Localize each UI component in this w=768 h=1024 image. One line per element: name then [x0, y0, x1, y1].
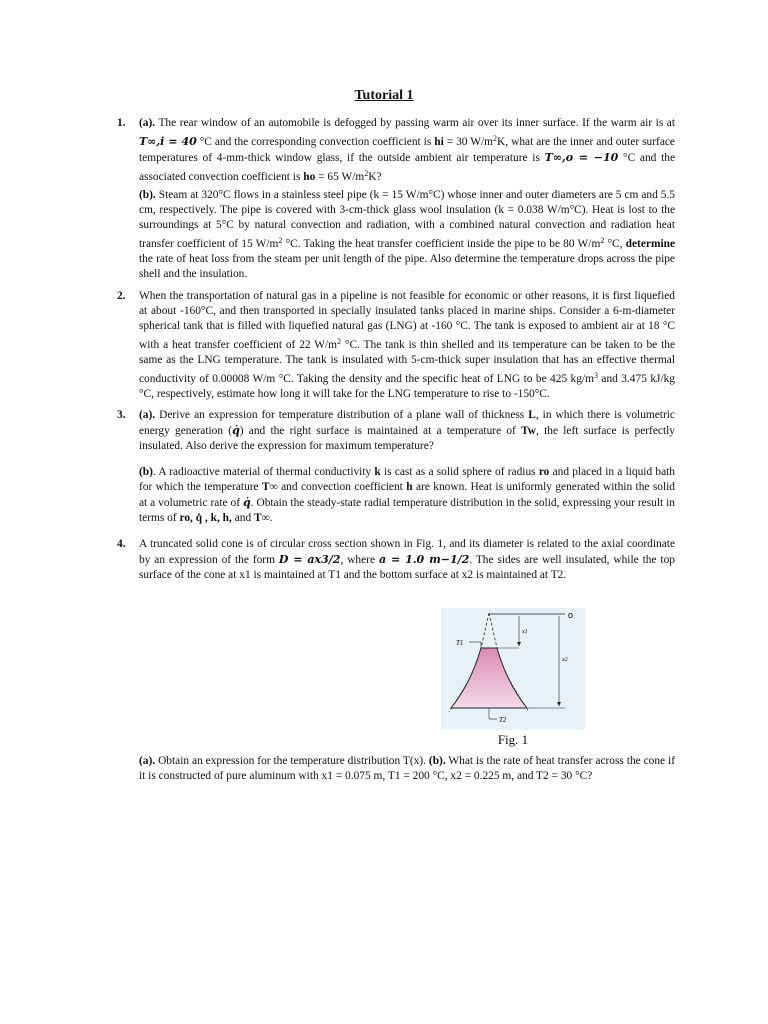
page-title: Tutorial 1 — [354, 88, 414, 103]
question-1b-text: (b). Steam at 320°C flows in a stainless steel pipe (k = 15 W/m°C) whose inner and outer diameters are 5 cm and 5.5 cm, respectively. The pipe is covered with 3-cm-thick glass wool insulation (k = 0.038 W/m°C). Heat is lost to the surroundings at 5°C by natural convection and radiation, with a combined natural convection and radiation heat transfer coefficient of 15 $W/m^2$ °C. Taking the heat transfer coefficient inside the pipe to be 80 $W/m^2$ °C, determine the rate of heat loss from the steam per unit length of the pipe. Also determine the temperature drops across the pipe shell and the insulation. — [139, 189, 675, 280]
question-2-text: When the transportation of natural gas in a pipeline is not feasible for economic or other reasons, it is first liquefied at about -160°C, and then transported in specially insulated tanks placed in marine ships. Consider a 6-m-diameter spherical tank that is filled with liquefied natural gas (LNG) at -160 °C. The tank is exposed to ambient air at 18 °C with a heat transfer coefficient of 22 $W/m^2$ °C. The tank is thin shelled and its temperature can be taken to be the same as the LNG temperature. The tank is insulated with 5-cm-thick super insulation that has an effective thermal conductivity of 0.00008 W/m °C. Taking the density and the specific heat of LNG to be 425 $kg/m^3$ and 3.475 kJ/kg °C, respectively, estimate how long it will take for the LNG temperature to rise to -150°C. — [139, 290, 675, 400]
question-3a-text: (a). Derive an expression for temperature distribution of a plane wall of thickness L, in which there is volumetric energy generation (q̇) and the right surface is maintained at a temperature of Tw, the left surface is perfectly insulated. Also derive the expression for maximum temperature? — [139, 409, 675, 452]
question-3-number: 3. — [117, 409, 126, 421]
question-4-text: A truncated solid cone is of circular cross section shown in Fig. 1, and its diameter is related to the axial coordinate by an expression of the form D = ax3/2, where a = 1.0 m−1/2. The sides are well insulated, while the top surface of the cone at x1 is maintained at T1 and the bottom surface at x2 is maintained at T2. — [139, 538, 675, 581]
question-1-number: 1. — [117, 117, 126, 129]
question-3b-text: (b). A radioactive material of thermal conductivity k is cast as a solid sphere of radius ro and placed in a liquid bath for which the temperature T∞ and convection coefficient h are known. Heat is uniformly generated within the solid at a volumetric rate of q̇. Obtain the steady-state radial temperature distribution in the solid, expressing your result in terms of ro, q̇ , k, h, and T∞. — [139, 466, 676, 524]
figure-1-caption: Fig. 1 — [497, 732, 529, 747]
question-2-number: 2. — [117, 290, 126, 302]
figure-1-cone-diagram — [441, 608, 585, 730]
eq-diameter: D = ax3/2 — [278, 553, 341, 566]
figure-background — [441, 608, 585, 730]
q1b-label: (b). — [139, 189, 156, 201]
x2-label: x2 — [562, 657, 568, 663]
q1a-label: (a). — [139, 117, 156, 129]
eq-t-inf-o: T∞,o = −10 — [544, 151, 619, 164]
question-4-number: 4. — [117, 538, 126, 550]
eq-a-constant: a = 1.0 m−1/2 — [378, 553, 470, 566]
question-1a-text: (a). The rear window of an automobile is defogged by passing warm air over its inner surface. If the warm air is at T∞,i = 40 °C and the corresponding convection coefficient is hi = 30 $W/m^2K$, what are the inner and outer surface temperatures of 4-mm-thick window glass, if the outside ambient air temperature is T∞,o = −10 °C and the associated convection coefficient is ho = 65 $W/m^2K$? — [139, 117, 676, 183]
t2-label: T2 — [499, 716, 507, 724]
eq-t-inf-i: T∞,i = 40 — [139, 135, 197, 148]
origin-label: o — [568, 610, 574, 620]
t1-label: T1 — [456, 639, 464, 647]
question-4ab-text: (a). Obtain an expression for the temperature distribution T(x). (b). What is the rate of heat transfer across the cone if it is constructed of pure aluminum with x1 = 0.075 m, T1 = 200 °C, x2 = 0.225 m, and T2 = 30 °C? — [139, 755, 675, 782]
x1-label: x1 — [522, 629, 528, 635]
